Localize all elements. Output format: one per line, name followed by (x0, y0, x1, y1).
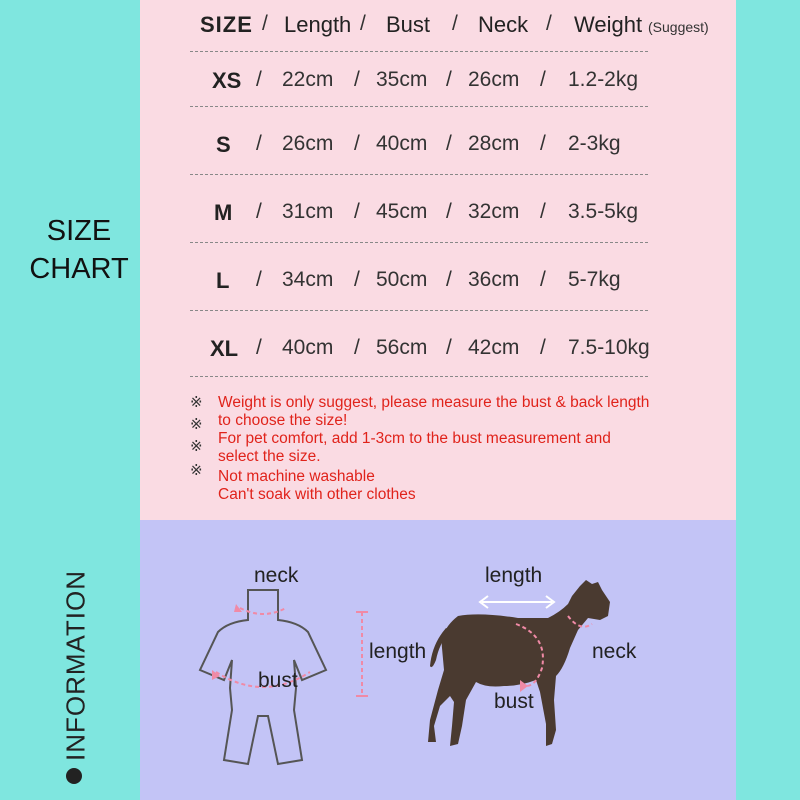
note-text: Weight is only suggest, please measure the bust & back length (218, 394, 650, 411)
row-weight: 2-3kg (568, 132, 621, 155)
header-bust: Bust (386, 12, 431, 37)
dog-length-arrow-icon (480, 596, 554, 608)
neck-arrow-icon (240, 608, 286, 614)
divider (190, 376, 648, 377)
row-weight: 3.5-5kg (568, 200, 639, 223)
row-neck: 32cm (468, 200, 520, 223)
header-size: SIZE (200, 12, 253, 37)
garment-neck-label: neck (254, 564, 299, 587)
table-row (190, 268, 650, 308)
separator: / (540, 200, 546, 223)
separator: / (446, 200, 452, 223)
note-text: For pet comfort, add 1-3cm to the bust measurement and (218, 430, 611, 447)
table-row (190, 68, 650, 108)
dog-length-label: length (485, 564, 543, 587)
note-mark: ※ (190, 438, 203, 455)
separator: / (446, 336, 452, 359)
garment-length-label: length (369, 640, 427, 663)
table-row (190, 200, 650, 240)
note-mark: ※ (190, 462, 203, 479)
header-neck: Neck (478, 12, 529, 37)
separator: / (354, 268, 360, 291)
separator: / (354, 132, 360, 155)
separator: / (546, 12, 552, 35)
separator: / (446, 268, 452, 291)
row-size: S (216, 132, 231, 157)
divider (190, 106, 648, 107)
row-bust: 35cm (376, 68, 428, 91)
divider (190, 242, 648, 243)
row-length: 34cm (282, 268, 334, 291)
row-size: L (216, 268, 230, 293)
row-neck: 26cm (468, 68, 520, 91)
separator: / (256, 268, 262, 291)
separator: / (262, 12, 268, 35)
separator: / (446, 132, 452, 155)
measurement-diagram (140, 520, 736, 800)
size-chart-title-line2: CHART (29, 253, 129, 285)
row-bust: 56cm (376, 336, 428, 359)
divider (190, 174, 648, 175)
separator: / (360, 12, 366, 35)
garment-bust-label: bust (258, 669, 298, 692)
dog-bust-label: bust (494, 690, 534, 713)
information-label: INFORMATION (60, 569, 91, 762)
row-length: 26cm (282, 132, 334, 155)
dog-neck-label: neck (592, 640, 637, 663)
row-length: 40cm (282, 336, 334, 359)
row-size: M (214, 200, 233, 225)
separator: / (540, 336, 546, 359)
separator: / (452, 12, 458, 35)
length-arrow-icon (356, 612, 368, 696)
row-bust: 45cm (376, 200, 428, 223)
separator: / (256, 200, 262, 223)
row-size: XL (210, 336, 239, 361)
dog-silhouette-icon (428, 580, 610, 746)
separator: / (354, 336, 360, 359)
note-text: select the size. (218, 448, 321, 465)
row-neck: 36cm (468, 268, 520, 291)
note-text: to choose the size! (218, 412, 348, 429)
header-weight-note: (Suggest) (648, 19, 709, 35)
size-chart-title (14, 212, 144, 288)
divider (190, 51, 648, 52)
header-weight: Weight (574, 12, 643, 37)
row-weight: 7.5-10kg (568, 336, 650, 359)
row-bust: 40cm (376, 132, 428, 155)
note-mark: ※ (190, 416, 203, 433)
row-length: 31cm (282, 200, 334, 223)
separator: / (354, 200, 360, 223)
row-neck: 28cm (468, 132, 520, 155)
table-row (190, 336, 650, 376)
row-bust: 50cm (376, 268, 428, 291)
row-neck: 42cm (468, 336, 520, 359)
separator: / (540, 268, 546, 291)
size-chart-title-line1: SIZE (46, 215, 112, 247)
header-length: Length (284, 12, 352, 37)
separator: / (446, 68, 452, 91)
row-size: XS (212, 68, 242, 93)
bullet-dot (66, 768, 82, 784)
separator: / (540, 68, 546, 91)
row-length: 22cm (282, 68, 334, 91)
separator: / (256, 336, 262, 359)
table-row (190, 132, 650, 172)
note-text: Not machine washable (218, 468, 375, 485)
separator: / (354, 68, 360, 91)
separator: / (540, 132, 546, 155)
divider (190, 310, 648, 311)
note-text: Can't soak with other clothes (218, 486, 416, 503)
table-header-row (190, 12, 709, 52)
separator: / (256, 68, 262, 91)
row-weight: 5-7kg (568, 268, 621, 291)
separator: / (256, 132, 262, 155)
note-mark: ※ (190, 394, 203, 411)
row-weight: 1.2-2kg (568, 68, 639, 91)
